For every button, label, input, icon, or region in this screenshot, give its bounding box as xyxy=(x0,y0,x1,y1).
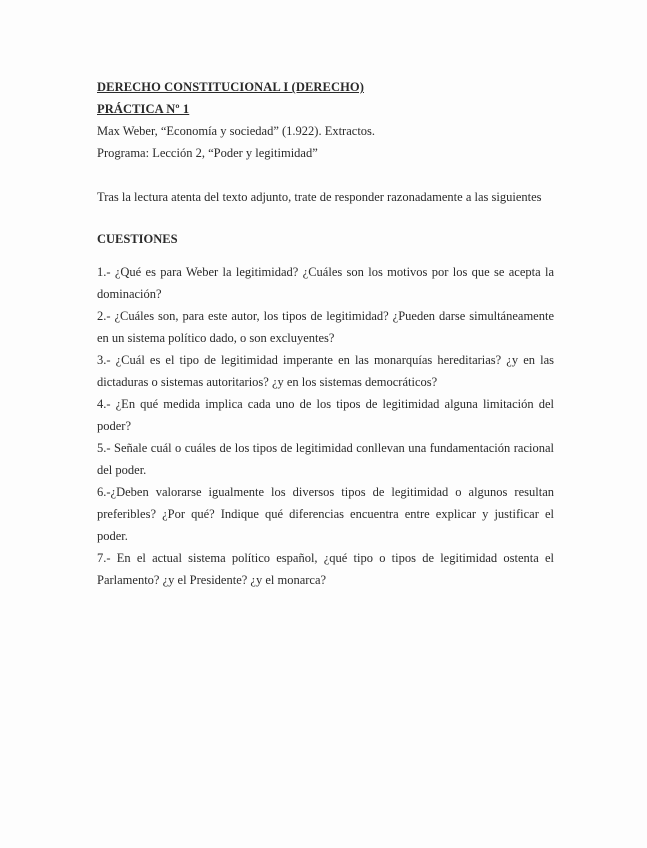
question-6: 6.-¿Deben valorarse igualmente los diversos tipos de legitimidad o algunos resultan preferibles? ¿Por qué? Indique qué diferencias encuentra entre explicar y justificar el poder. xyxy=(97,485,554,543)
question-1: 1.- ¿Qué es para Weber la legitimidad? ¿Cuáles son los motivos por los que se acepta la dominación? xyxy=(97,265,554,301)
program-line: Programa: Lección 2, “Poder y legitimidad” xyxy=(97,146,318,160)
document-content xyxy=(97,76,554,591)
intro-paragraph: Tras la lectura atenta del texto adjunto, trate de responder razonadamente a las siguientes xyxy=(97,190,542,204)
question-2: 2.- ¿Cuáles son, para este autor, los tipos de legitimidad? ¿Pueden darse simultáneamente en un sistema político dado, o son excluyentes? xyxy=(97,309,554,345)
question-7: 7.- En el actual sistema político español, ¿qué tipo o tipos de legitimidad ostenta el Parlamento? ¿y el Presidente? ¿y el monarca? xyxy=(97,551,554,587)
question-4: 4.- ¿En qué medida implica cada uno de los tipos de legitimidad alguna limitación del poder? xyxy=(97,397,554,433)
questions-list xyxy=(97,261,554,591)
source-line: Max Weber, “Economía y sociedad” (1.922). Extractos. xyxy=(97,124,376,138)
practice-title: PRÁCTICA Nº 1 xyxy=(97,102,190,116)
questions-title: CUESTIONES xyxy=(97,232,178,246)
question-3: 3.- ¿Cuál es el tipo de legitimidad imperante en las monarquías hereditarias? ¿y en las dictaduras o sistemas autoritarios? ¿y en los sistemas democráticos? xyxy=(97,353,554,389)
course-title: DERECHO CONSTITUCIONAL I (DERECHO) xyxy=(97,80,364,94)
question-5: 5.- Señale cuál o cuáles de los tipos de legitimidad conllevan una fundamentación racional del poder. xyxy=(97,441,554,477)
